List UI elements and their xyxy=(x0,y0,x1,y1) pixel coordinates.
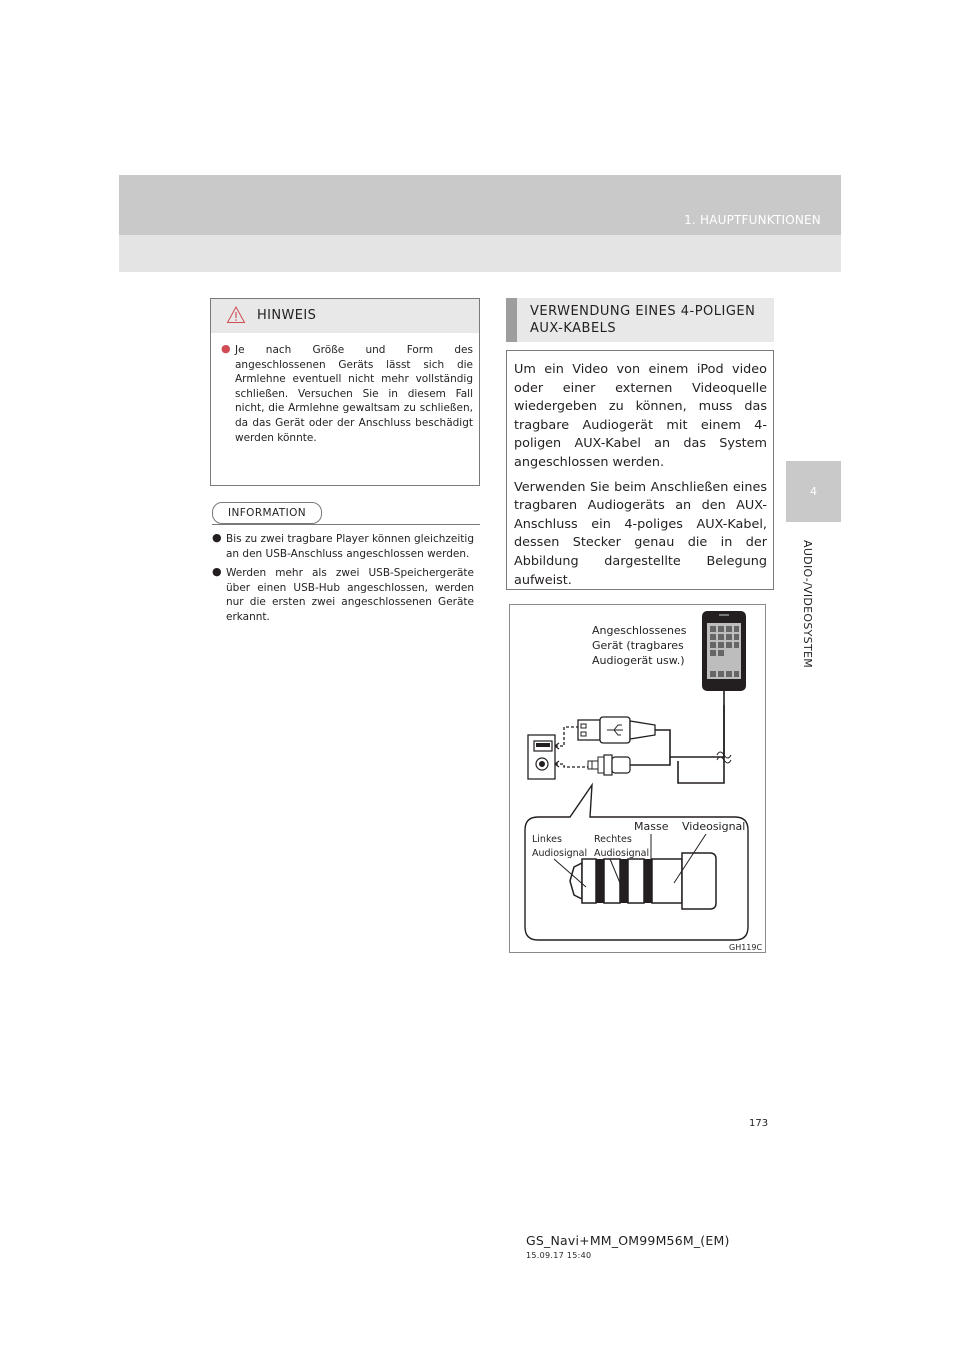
bullet-icon: ● xyxy=(212,565,222,579)
four-pole-jack-icon xyxy=(570,853,716,909)
section-title-text: VERWENDUNG EINES 4-POLIGEN AUX-KABELS xyxy=(530,304,756,336)
list-item xyxy=(221,343,473,445)
information-text: Bis zu zwei tragbare Player können gleichzeitig an den USB-Anschluss angeschlossen werden. xyxy=(226,533,474,560)
hinweis-title: HINWEIS xyxy=(257,308,317,323)
information-badge: INFORMATION xyxy=(212,502,322,524)
figure-code: GH119C xyxy=(729,943,763,952)
pin-label-ground: Masse xyxy=(634,820,669,833)
section-title: 1. HAUPTFUNKTIONEN xyxy=(684,213,821,227)
audio-jack-plug-icon xyxy=(588,755,630,775)
section-body xyxy=(506,350,774,590)
document-id: GS_Navi+MM_OM99M56M_(EM) xyxy=(526,1233,730,1248)
hinweis-title-bar xyxy=(211,299,479,333)
bullet-icon: ● xyxy=(221,342,231,355)
information-divider xyxy=(212,524,480,525)
pin-label-left-audio: Linkes xyxy=(532,834,562,845)
vehicle-port-icon xyxy=(528,735,555,779)
information-text: Werden mehr als zwei USB-Speichergeräte über einen USB-Hub angeschlossen, werden nur die ersten zwei angeschlossenen Geräte erkannt. xyxy=(226,567,474,623)
aux-cable-diagram xyxy=(510,605,767,954)
device-label-line: Gerät (tragbares xyxy=(592,639,684,652)
list-item xyxy=(212,532,474,561)
device-label-line: Audiogerät usw.) xyxy=(592,654,685,667)
aux-cable-figure xyxy=(509,604,766,953)
bullet-icon: ● xyxy=(212,531,222,544)
usb-plug-icon xyxy=(578,717,655,743)
chapter-number-tab: 4 xyxy=(786,461,841,522)
device-label-line: Angeschlossenes xyxy=(592,624,687,637)
hinweis-body xyxy=(221,343,473,450)
pin-label-right-audio: Audiosignal xyxy=(594,848,650,859)
subheader-bar xyxy=(119,235,841,272)
section-header xyxy=(506,298,774,342)
header-bar xyxy=(119,175,841,235)
warning-icon xyxy=(226,305,246,325)
pin-label-right-audio: Rechtes xyxy=(594,834,632,845)
section-paragraph: Um ein Video von einem iPod video oder einer externen Videoquelle wiedergeben zu können, muss das tragbare Audiogerät mit einem 4-poligen AUX-Kabel an das System angeschlossen werden. xyxy=(514,362,767,470)
hinweis-text: Je nach Größe und Form des angeschlossenen Geräts lässt sich die Armlehne eventuell nicht mehr vollständig schließen. Versuchen Sie in diesem Fall nicht, die Armlehne gewaltsam zu schließen, da das Gerät oder der Anschluss beschädigt werden könnte. xyxy=(235,344,473,444)
information-body xyxy=(212,532,474,630)
chapter-title: AUDIO-/VIDEOSYSTEM xyxy=(801,540,814,669)
pin-label-video: Videosignal xyxy=(682,820,746,833)
hinweis-box xyxy=(210,298,480,486)
pin-label-left-audio: Audiosignal xyxy=(532,848,588,859)
list-item xyxy=(212,566,474,624)
section-paragraph: Verwenden Sie beim Anschließen eines tragbaren Audiogeräts an den AUX-Anschluss ein 4-poliges AUX-Kabel, dessen Stecker genau die in der Abbildung dargestellte Belegung aufweist. xyxy=(514,479,767,588)
portable-device-icon xyxy=(702,611,746,691)
document-date: 15.09.17 15:40 xyxy=(526,1251,592,1260)
section-accent xyxy=(506,298,517,342)
page-number: 173 xyxy=(749,1118,769,1129)
